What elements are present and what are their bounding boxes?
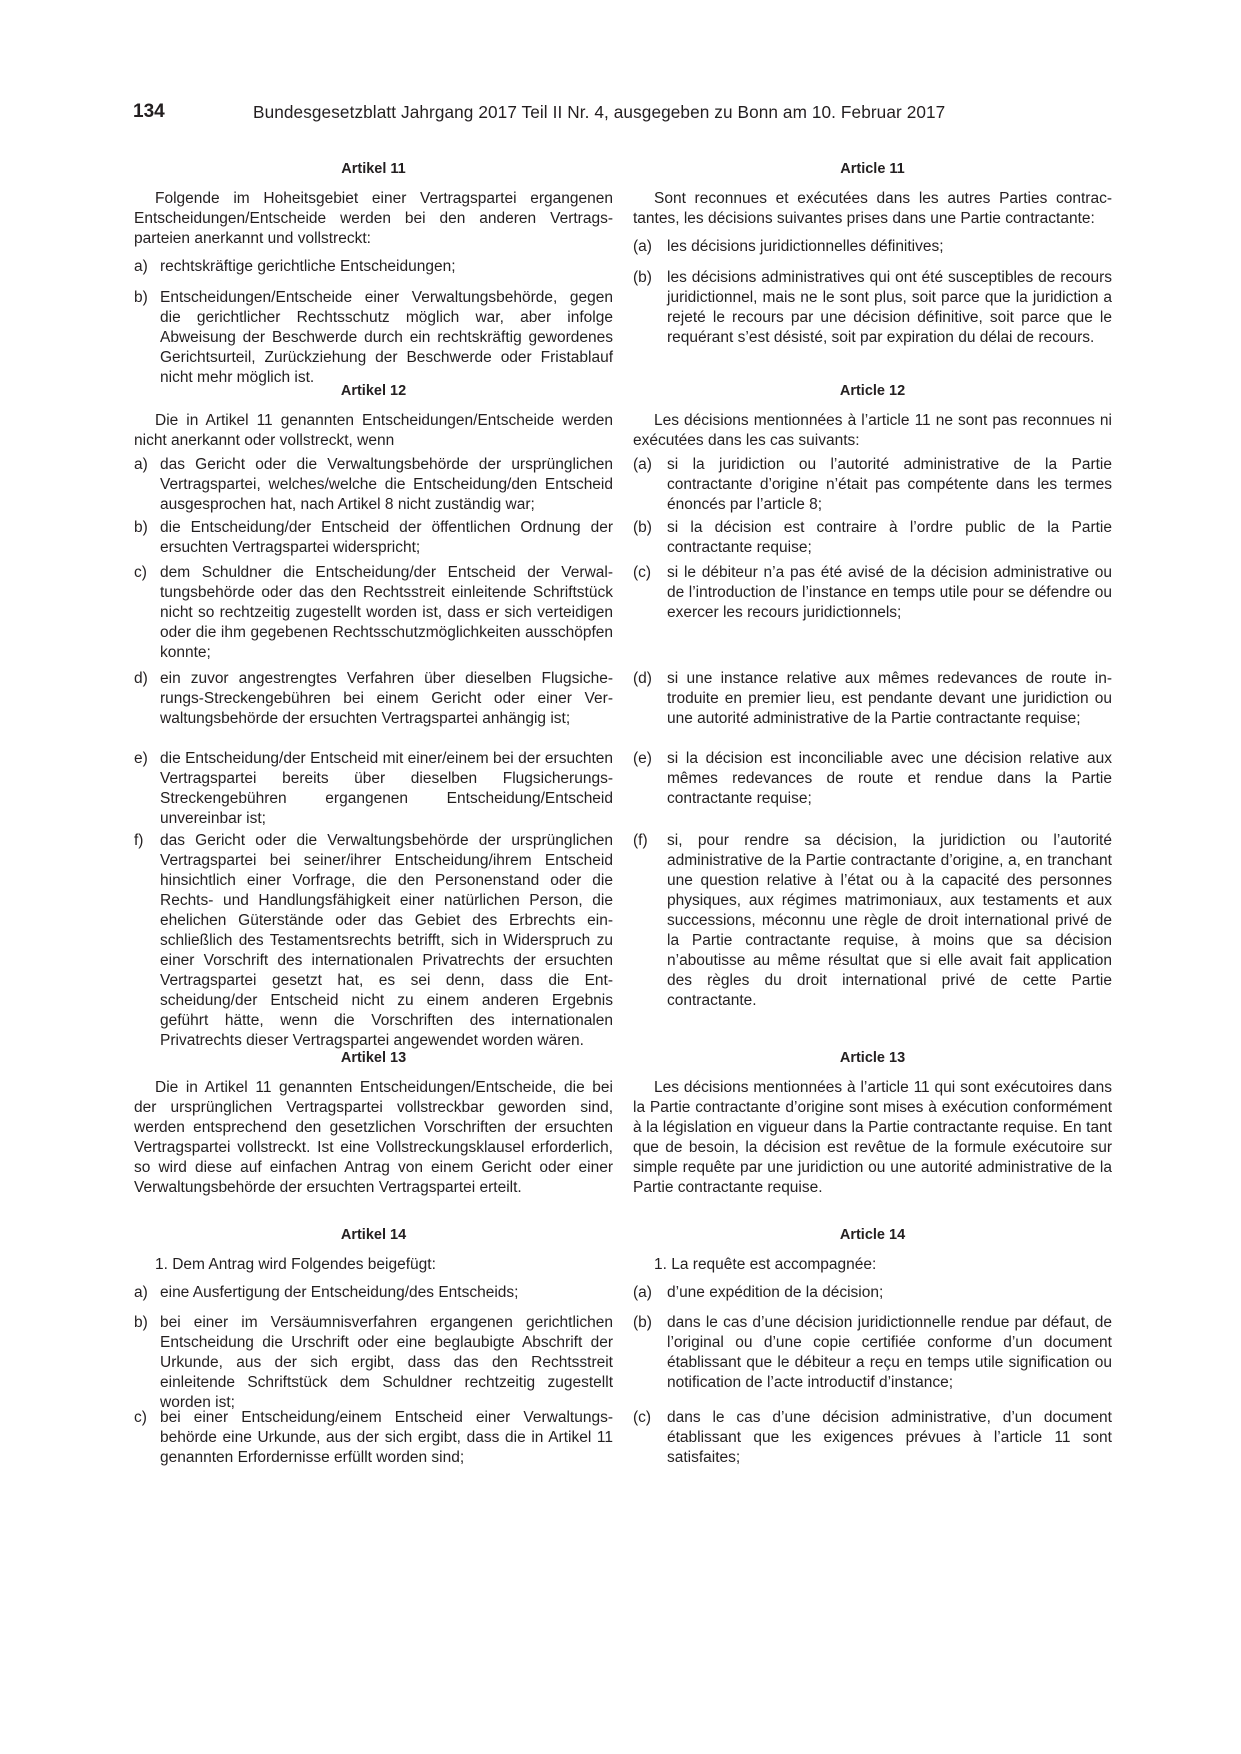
item-marker: (b): [633, 1314, 652, 1331]
list-item: [633, 237, 1112, 257]
article-intro: 1. La requête est accompagnée:: [654, 1256, 877, 1273]
item-text: dans le cas d’une décision administrative, d’un document établissant que les exigences prévues à l’article 11 sont satisfaites;: [667, 1409, 1112, 1466]
list-item: [633, 669, 1112, 729]
list-item: [633, 518, 1112, 558]
article-14-fr: [633, 1225, 1112, 1393]
article-12-fr: [633, 381, 1112, 451]
list-item: [633, 268, 1112, 348]
item-marker: e): [134, 750, 148, 767]
page-number: 134: [133, 101, 165, 122]
item-text: les décisions juridictionnelles définitives;: [667, 238, 944, 255]
item-text: dem Schuldner die Entscheidung/der Entscheid der Verwaltungsbehörde oder das den Rechtsstreit einleitende Schriftstück nicht so rechtzeitig zugestellt worden ist, dass er sich verteidigen oder die ihm gegebenen Rechtsschutzmöglichkeiten ausschöpfen konnte;: [160, 564, 613, 661]
article-heading: Article 13: [839, 1050, 906, 1066]
item-marker: (a): [633, 238, 652, 255]
gazette-title: Bundesgesetzblatt Jahrgang 2017 Teil II Nr. 4, ausgegeben zu Bonn am 10. Februar 2017: [253, 102, 946, 122]
article-heading: Article 14: [839, 1227, 906, 1243]
item-marker: (f): [633, 832, 648, 849]
article-11-fr: [633, 159, 1112, 348]
article-heading: Artikel 12: [340, 383, 407, 399]
item-text: si la décision est contraire à l’ordre public de la Partie contractante requise;: [667, 519, 1112, 556]
item-text: dans le cas d’une décision juridictionnelle rendue par défaut, de l’original ou d’une copie certifiée conforme d’un document établissant que le débiteur a reçu en temps utile signification ou notification de l’acte introductif d’instance;: [667, 1314, 1112, 1391]
page-header: [133, 101, 1102, 123]
item-marker: (b): [633, 269, 652, 286]
list-item: [134, 518, 613, 558]
article-intro: 1. Dem Antrag wird Folgendes beigefügt:: [155, 1256, 436, 1273]
item-text: die Entscheidung/der Entscheid mit einer/einem bei der ersuchten Vertragspartei bereits über dieselben Flugsicherungs-Streckengebühren ergangenen Entscheidung/Entscheid unvereinbar ist;: [160, 750, 613, 827]
article-intro: Les décisions mentionnées à l’article 11 ne sont pas reconnues ni exécutées dans les cas suivants:: [633, 412, 1112, 449]
article-heading: Artikel 13: [340, 1050, 407, 1066]
item-text: das Gericht oder die Verwaltungsbehörde der ursprünglichen Vertragspartei, welches/welche die Entscheidung/den Entscheid ausgesprochen hat, nach Artikel 8 nicht zuständig war;: [160, 456, 613, 513]
article-heading: Article 11: [840, 161, 905, 177]
list-item: [134, 749, 613, 829]
list-item: [134, 455, 613, 515]
article-heading: Article 12: [839, 383, 906, 399]
article-12-de: [134, 381, 613, 451]
list-item: [134, 1408, 613, 1468]
article-intro: Sont reconnues et exécutées dans les autres Parties contractantes, les décisions suivantes prises dans une Partie contractante:: [633, 190, 1112, 227]
article-heading: Artikel 11: [341, 161, 406, 177]
article-intro: Folgende im Hoheitsgebiet einer Vertragspartei ergangenen Entscheidungen/Entscheide werden bei den anderen Vertragsparteien anerkannt und vollstreckt:: [134, 190, 613, 247]
item-marker: d): [134, 670, 148, 687]
list-item: [134, 257, 613, 277]
list-item: [134, 831, 613, 1051]
item-marker: b): [134, 289, 148, 306]
item-marker: (a): [633, 1284, 652, 1301]
item-marker: (a): [633, 456, 652, 473]
article-intro: Die in Artikel 11 genannten Entscheidungen/Entscheide werden nicht anerkannt oder vollstreckt, wenn: [134, 412, 613, 449]
article-14-de: [134, 1225, 613, 1413]
item-text: Entscheidungen/Entscheide einer Verwaltungsbehörde, gegen die gerichtlicher Rechtsschutz möglich war, aber infolge Abweisung der Beschwerde durch ein rechtskräftig gewordenes Gerichtsurteil, Zurückziehung der Beschwerde oder Fristablauf nicht mehr möglich ist.: [160, 289, 613, 386]
item-text: si le débiteur n’a pas été avisé de la décision administrative ou de l’introduction de l’instance en temps utile pour se défendre ou exercer les recours juridictionnels;: [667, 564, 1112, 621]
list-item: [134, 563, 613, 663]
item-text: les décisions administratives qui ont été susceptibles de recours juridictionnel, mais ne le sont plus, soit parce que la juridiction a rejeté le recours par une décision définitive, soit parce que le requérant s’est désisté, soit par expiration du délai de recours.: [667, 269, 1112, 346]
item-text: die Entscheidung/der Entscheid der öffentlichen Ordnung der ersuchten Vertragspartei widerspricht;: [160, 519, 613, 556]
item-marker: (c): [633, 564, 652, 581]
item-marker: (b): [633, 519, 652, 536]
item-marker: a): [134, 1284, 148, 1301]
item-marker: c): [134, 1409, 147, 1426]
item-text: si la juridiction ou l’autorité administrative de la Partie contractante d’origine n’était pas compétente dans les termes énoncés par l’article 8;: [667, 456, 1112, 513]
item-text: si la décision est inconciliable avec une décision relative aux mêmes redevances de route et rendue dans la Partie contractante requise;: [667, 750, 1112, 807]
item-marker: (e): [633, 750, 652, 767]
item-marker: (d): [633, 670, 652, 687]
list-item: [633, 455, 1112, 515]
list-item: [633, 831, 1112, 1011]
article-heading: Artikel 14: [340, 1227, 407, 1243]
article-13-fr: [633, 1048, 1112, 1198]
item-marker: c): [134, 564, 147, 581]
list-item: [633, 749, 1112, 809]
item-marker: a): [134, 258, 148, 275]
item-marker: b): [134, 519, 148, 536]
item-text: bei einer Entscheidung/einem Entscheid einer Verwaltungsbehörde eine Urkunde, aus der sich ergibt, dass die in Artikel 11 genannten Erfordernisse erfüllt worden sind;: [160, 1409, 613, 1466]
list-item: [633, 563, 1112, 623]
item-text: das Gericht oder die Verwaltungsbehörde der ursprünglichen Vertragspartei bei seiner/ihrer Entscheidung/ihrem Entscheid hinsichtlich einer Vorfrage, die den Personenstand oder die Rechts- und Handlungsfähigkeit einer natürlichen Person, die ehelichen Güterstände oder das Gebiet des Erbrechts einschließlich des Testamentsrechts betrifft, sich in Widerspruch zu einer Vorschrift des internationalen Privatrechts der ersuchten Vertragspartei gesetzt hat, es sei denn, dass die Entscheidung/der Entscheid nicht zu einem anderen Ergebnis geführt hätte, wenn die Vorschriften des internationalen Privatrechts dieser Vertragspartei angewendet worden wären.: [160, 832, 613, 1049]
list-item: [633, 1313, 1112, 1393]
item-text: bei einer im Versäumnisverfahren ergangenen gerichtlichen Entscheidung die Urschrift oder eine beglaubigte Abschrift der Urkunde, aus der sich ergibt, dass das den Rechtsstreit einleitende Schriftstück dem Schuldner rechtzeitig zugestellt worden ist;: [160, 1314, 613, 1411]
list-item: [134, 288, 613, 388]
item-text: si une instance relative aux mêmes redevances de route introduite en premier lieu, est pendante devant une juridiction ou une autorité administrative de la Partie contractante requise;: [667, 670, 1112, 727]
list-item: [134, 1283, 613, 1303]
item-marker: f): [134, 832, 144, 849]
item-text: si, pour rendre sa décision, la juridiction ou l’autorité administrative de la Partie contractante d’origine, a, en tranchant une question relative à l’état ou à la capacité des personnes physiques, aux régimes matrimoniaux, aux testaments et aux successions, méconnu une règle de droit international privé de la Partie contractante requise, à moins que sa décision n’aboutisse au même résultat que si elle avait fait application des règles du droit international privé de cette Partie contractante.: [667, 832, 1112, 1009]
article-11-de: [134, 159, 613, 388]
article-intro: Die in Artikel 11 genannten Entscheidungen/Entscheide, die bei der ursprünglichen Vertragspartei vollstreckbar geworden sind, werden entsprechend den gesetzlichen Vorschriften der ersuchten Vertragspartei vollstreckt. Ist eine Vollstreckungsklausel erforderlich, so wird diese auf einfachen Antrag von einem Gericht oder einer Verwaltungsbehörde der ersuchten Vertragspartei erteilt.: [134, 1079, 613, 1196]
item-marker: (c): [633, 1409, 652, 1426]
article-13-de: [134, 1048, 613, 1198]
list-item: [633, 1283, 1112, 1303]
item-text: eine Ausfertigung der Entscheidung/des Entscheids;: [160, 1284, 519, 1301]
article-intro: Les décisions mentionnées à l’article 11 qui sont exécutoires dans la Partie contractante d’origine sont mises à exécution conformément à la législation en vigueur dans la Partie contractante requise. En tant que de besoin, la décision est revêtue de la formule exécutoire sur simple requête par une juridiction ou une autorité administrative de la Partie contractante requise.: [633, 1079, 1112, 1196]
item-marker: a): [134, 456, 148, 473]
item-text: ein zuvor angestrengtes Verfahren über dieselben Flugsicherungs-Streckengebühren bei einem Gericht oder einer Verwaltungsbehörde der ersuchten Vertragspartei anhängig ist;: [160, 670, 613, 727]
list-item: [633, 1408, 1112, 1468]
list-item: [134, 669, 613, 729]
list-item: [134, 1313, 613, 1413]
item-text: d’une expédition de la décision;: [667, 1284, 884, 1301]
item-text: rechtskräftige gerichtliche Entscheidungen;: [160, 258, 456, 275]
item-marker: b): [134, 1314, 148, 1331]
